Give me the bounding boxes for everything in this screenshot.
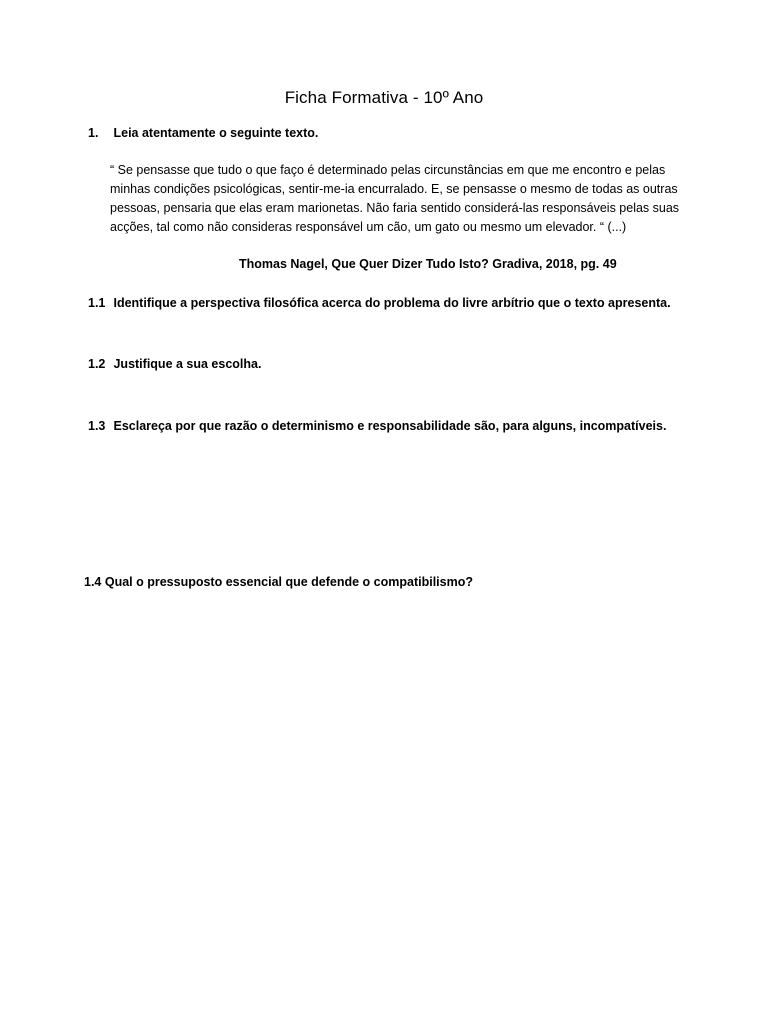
quote-block (110, 161, 700, 237)
question-1-number: 1. (88, 126, 99, 140)
question-1-3-number: 1.3 (88, 419, 106, 433)
question-1-3-text: Esclareça por que razão o determinismo e responsabilidade são, para alguns, incompatíveis. (113, 419, 667, 433)
question-1 (88, 126, 318, 140)
quote-citation: Thomas Nagel, Que Quer Dizer Tudo Isto? Gradiva, 2018, pg. 49 (239, 257, 617, 271)
question-1-3 (88, 419, 666, 433)
question-1-2-number: 1.2 (88, 357, 106, 371)
question-1-2 (88, 357, 261, 371)
question-1-4 (84, 575, 473, 589)
quote-text: “ Se pensasse que tudo o que faço é determinado pelas circunstâncias em que me encontro e pelas minhas condições psicológicas, sentir-me-ia encurralado. E, se pensasse o mesmo de todas as outras pessoas, pensaria que elas eram marionetas. Não faria sentido considerá-las responsáveis pelas suas acções, tal como não consideras responsável um cão, um gato ou mesmo um elevador. “ (...) (110, 163, 680, 234)
question-1-4-text: 1.4 Qual o pressuposto essencial que defende o compatibilismo? (84, 575, 473, 589)
question-1-1-text: Identifique a perspectiva filosófica acerca do problema do livre arbítrio que o texto apresenta. (113, 296, 671, 310)
question-1-1-number: 1.1 (88, 296, 106, 310)
document-title: Ficha Formativa - 10º Ano (284, 88, 484, 107)
question-1-2-text: Justifique a sua escolha. (113, 357, 262, 371)
question-1-1 (88, 296, 671, 310)
question-1-text: Leia atentamente o seguinte texto. (113, 126, 319, 140)
